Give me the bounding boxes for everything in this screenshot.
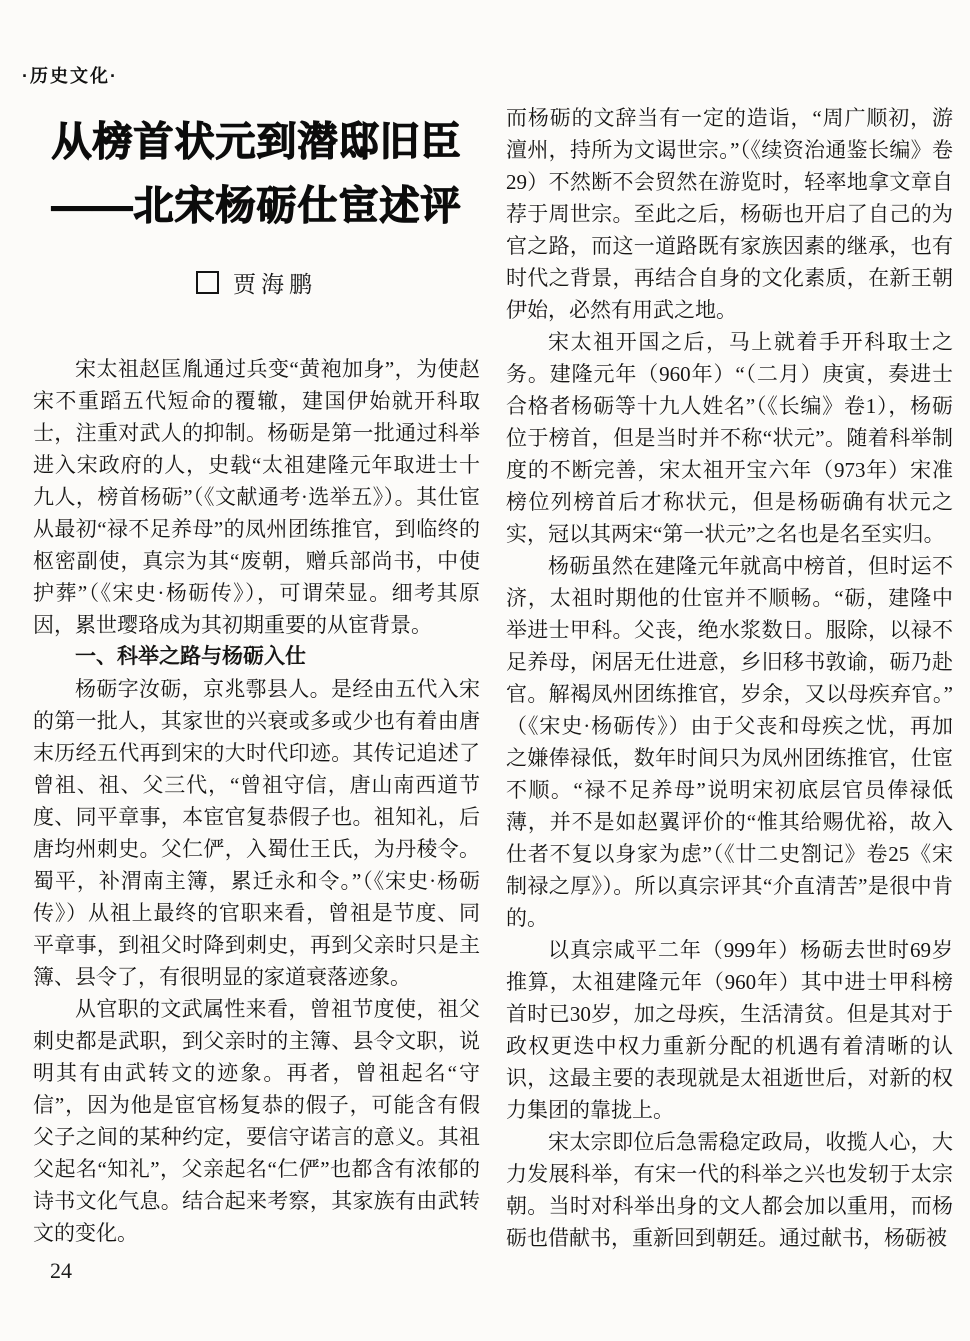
author-square-icon — [196, 271, 219, 294]
left-column — [33, 0, 480, 1249]
article-title-line2: ——北宋杨砺仕宦述评 — [51, 184, 462, 228]
right-column-body — [506, 102, 953, 1254]
right-column — [506, 102, 953, 1254]
column-section-label: ·历史文化· — [22, 66, 118, 86]
paragraph: 宋太宗即位后急需稳定政局，收揽人心，大力发展科举，有宋一代的科举之兴也发轫于太宗朝。当时对科举出身的文人都会加以重用，而杨砺也借献书，重新回到朝廷。通过献书，杨砺被 — [506, 1130, 953, 1250]
author-line — [33, 266, 480, 299]
article-title — [33, 110, 480, 238]
article-title-line1: 从榜首状元到潜邸旧臣 — [51, 120, 462, 164]
paragraph-continuation: 而杨砺的文辞当有一定的造诣，“周广顺初，游澶州，持所为文谒世宗。”（《续资治通鉴长编》卷29）不然断不会贸然在游览时，轻率地拿文章自荐于周世宗。至此之后，杨砺也开启了自己的为官之路，而这一道路既有家族因素的继承，也有时代之背景，再结合自身的文化素质，在新王朝伊始，必然有用武之地。 — [506, 106, 953, 322]
left-column-body — [33, 353, 480, 1249]
author-name: 贾海鹏 — [233, 272, 317, 297]
paragraph: 杨砺字汝砺，京兆鄠县人。是经由五代入宋的第一批人，其家世的兴衰或多或少也有着由唐末历经五代再到宋的大时代印迹。其传记追述了曾祖、祖、父三代，“曾祖守信，唐山南西道节度、同平章事，本宦官复恭假子也。祖知礼，后唐均州刺史。父仁俨，入蜀仕王氏，为丹稜令。蜀平，补渭南主簿，累迁永和令。”（《宋史·杨砺传》）从祖上最终的官职来看，曾祖是节度、同平章事，到祖父时降到刺史，再到父亲时只是主簿、县令了，有很明显的家道衰落迹象。 — [33, 677, 480, 989]
page-number: 24 — [50, 1258, 72, 1283]
paragraph: 宋太祖开国之后，马上就着手开科取士之务。建隆元年（960年）“（二月）庚寅，奏进士合格者杨砺等十九人姓名”（《长编》卷1），杨砺位于榜首，但是当时并不称“状元”。随着科举制度的不断完善，宋太祖开宝六年（973年）宋准榜位列榜首后才称状元，但是杨砺确有状元之实，冠以其两宋“第一状元”之名也是名至实归。 — [506, 330, 953, 546]
paragraph: 从官职的文武属性来看，曾祖节度使，祖父刺史都是武职，到父亲时的主簿、县令文职，说明其有由武转文的迹象。再者，曾祖起名“守信”，因为他是宦官杨复恭的假子，可能含有假父子之间的某种约定，要信守诺言的意义。其祖父起名“知礼”，父亲起名“仁俨”也都含有浓郁的诗书文化气息。结合起来考察，其家族有由武转文的变化。 — [33, 997, 480, 1245]
paragraph: 杨砺虽然在建隆元年就高中榜首，但时运不济，太祖时期他的仕宦并不顺畅。“砺，建隆中举进士甲科。父丧，绝水浆数日。服除，以禄不足养母，闲居无仕进意，乡旧移书敦谕，砺乃赴官。解褐凤州团练推官，岁余，又以母疾弃官。”（《宋史·杨砺传》）由于父丧和母疾之忧，再加之嫌俸禄低，数年时间只为凤州团练推官，仕宦不顺。“禄不足养母”说明宋初底层官员俸禄低薄，并不是如赵翼评价的“惟其给赐优裕，故入仕者不复以身家为虑”（《廿二史劄记》卷25《宋制禄之厚》）。所以真宗评其“介直清苦”是很中肯的。 — [506, 554, 953, 930]
paragraph: 以真宗咸平二年（999年）杨砺去世时69岁推算，太祖建隆元年（960年）其中进士甲科榜首时已30岁，加之母疾，生活清贫。但是其对于政权更迭中权力重新分配的机遇有着清晰的认识，这最主要的表现就是太祖逝世后，对新的权力集团的靠拢上。 — [506, 938, 953, 1122]
section-heading: 一、科举之路与杨砺入仕 — [75, 645, 306, 668]
paragraph: 宋太祖赵匡胤通过兵变“黄袍加身”，为使赵宋不重蹈五代短命的覆辙，建国伊始就开科取士，注重对武人的抑制。杨砺是第一批通过科举进入宋政府的人，史载“太祖建隆元年取进士十九人，榜首杨砺”（《文献通考·选举五》）。其仕宦从最初“禄不足养母”的凤州团练推官，到临终的枢密副使，真宗为其“废朝，赠兵部尚书，中使护葬”（《宋史·杨砺传》），可谓荣显。细考其原因，累世璎珞成为其初期重要的从宦背景。 — [33, 357, 480, 637]
